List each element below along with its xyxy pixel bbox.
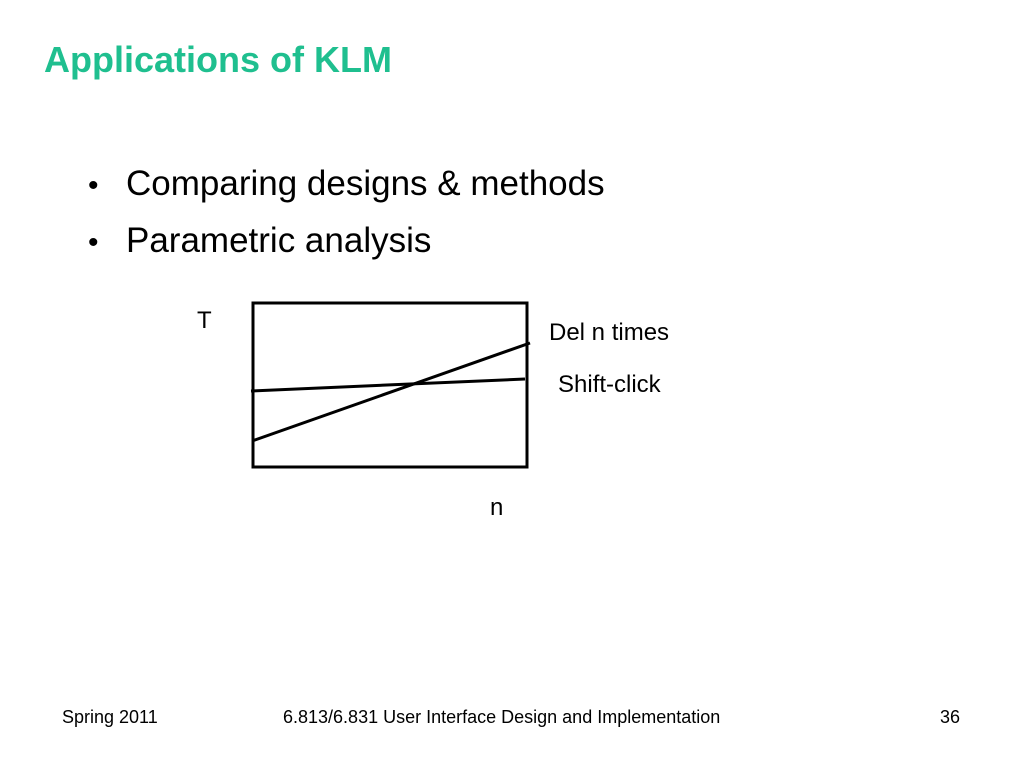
footer-course-title: 6.813/6.831 User Interface Design and Implementation — [283, 707, 721, 727]
bullet-item — [88, 219, 605, 276]
footer-semester: Spring 2011 — [62, 707, 158, 727]
slide-title: Applications of KLM — [44, 39, 392, 80]
bullet-icon: • — [88, 169, 99, 202]
plot-frame — [253, 303, 527, 467]
bullet-icon: • — [88, 226, 99, 259]
y-axis-label: T — [197, 307, 212, 334]
del-n-times-line — [252, 343, 530, 441]
shift-click-label: Shift-click — [558, 371, 661, 398]
shift-click-line — [251, 379, 525, 391]
footer-page-number: 36 — [940, 707, 961, 727]
bullet-text: Comparing designs & methods — [126, 164, 605, 203]
bullet-item — [88, 162, 605, 219]
bullet-text: Parametric analysis — [126, 221, 432, 260]
bullet-list — [88, 162, 605, 276]
del-n-times-label: Del n times — [549, 319, 670, 346]
x-axis-label: n — [490, 494, 504, 521]
